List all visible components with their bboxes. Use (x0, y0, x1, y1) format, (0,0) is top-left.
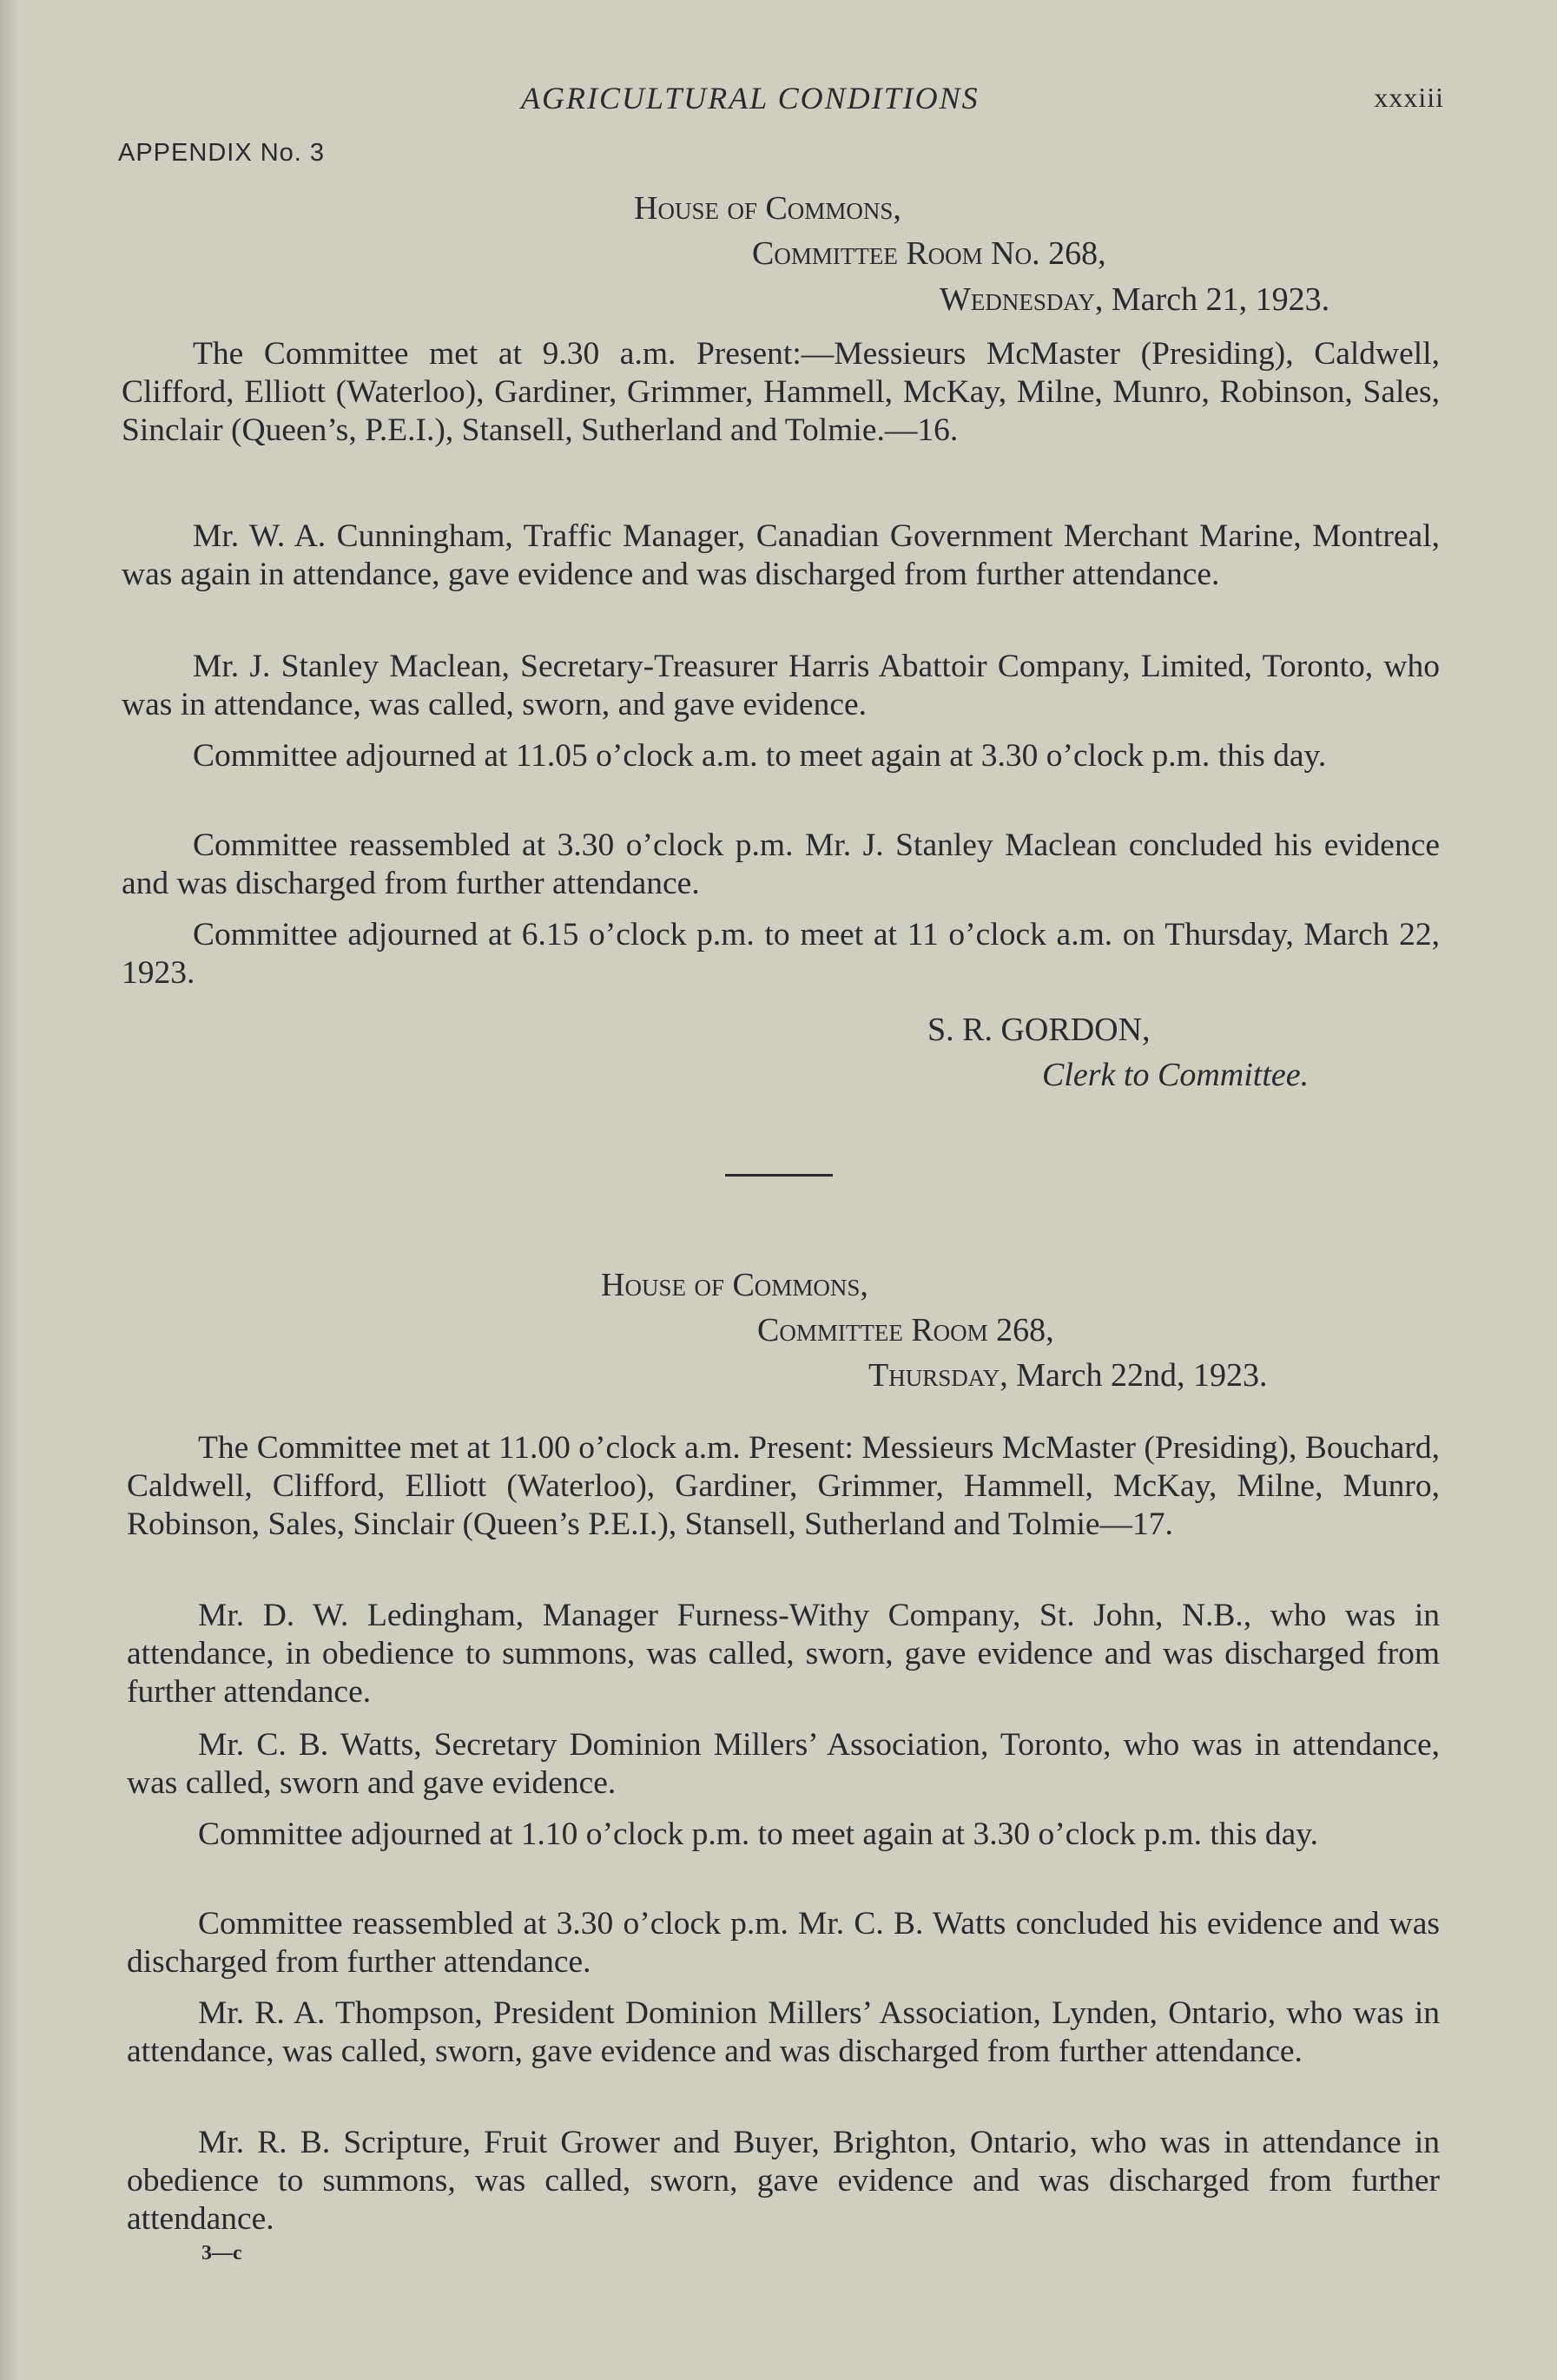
meeting2-paragraph: Committee adjourned at 1.10 o’clock p.m. to meet again at 3.30 o’clock p.m. this day. (198, 1816, 1318, 1852)
meeting2-paragraph: Mr. R. A. Thompson, President Dominion Millers’ Association, Lynden, Ontario, who was in attendance, was called, sworn, gave evidence and was discharged from further attendance. (127, 1995, 1440, 2069)
meeting2-date: March 22nd, 1923. (1016, 1357, 1268, 1394)
meeting2-paragraph: Mr. R. B. Scripture, Fruit Grower and Buyer, Brighton, Ontario, who was in attendance in obedience to summons, was called, sworn, gave evidence and was discharged from further attendance. (127, 2125, 1440, 2237)
meeting1-paragraph: Committee reassembled at 3.30 o’clock p.m. Mr. J. Stanley Maclean concluded his evidence and was discharged from further attendance. (122, 827, 1440, 901)
meeting2-house: House of Commons, (601, 1267, 868, 1303)
page-edge-shadow (0, 0, 19, 2380)
meeting2-date-line (868, 1356, 1267, 1394)
running-title: AGRICULTURAL CONDITIONS (521, 81, 980, 115)
meeting1-date-line (940, 280, 1329, 319)
meeting1-date: March 21, 1923. (1111, 281, 1330, 318)
meeting1-paragraph: The Committee met at 9.30 a.m. Present:—Messieurs McMaster (Presiding), Caldwell, Clifford, Elliott (Waterloo), Gardiner, Grimmer, Hammell, McKay, Milne, Munro, Robinson, Sales, Sinclair (Queen’s, P.E.I.), Stansell, Sutherland and Tolmie.—16. (122, 336, 1440, 448)
meeting1-paragraph: Mr. W. A. Cunningham, Traffic Manager, Canadian Government Merchant Marine, Montreal, was again in attendance, gave evidence and was discharged from further attendance. (122, 518, 1440, 592)
meeting2-room: Committee Room 268, (757, 1312, 1054, 1348)
meeting1-paragraph: Mr. J. Stanley Maclean, Secretary-Treasurer Harris Abattoir Company, Limited, Toronto, who was in attendance, was called, sworn, and gave evidence. (122, 649, 1440, 722)
signatory-name: S. R. GORDON, (927, 1012, 1151, 1048)
meeting1-paragraph: Committee adjourned at 11.05 o’clock a.m. to meet again at 3.30 o’clock p.m. this day. (193, 738, 1327, 774)
appendix-label: APPENDIX No. 3 (118, 139, 326, 167)
meeting2-paragraph: Committee reassembled at 3.30 o’clock p.m. Mr. C. B. Watts concluded his evidence and was discharged from further attendance. (127, 1906, 1440, 1980)
signatory-title: Clerk to Committee. (1042, 1057, 1310, 1093)
meeting2-paragraph: Mr. C. B. Watts, Secretary Dominion Millers’ Association, Toronto, who was in attendance, was called, sworn and gave evidence. (127, 1727, 1440, 1801)
section-divider (725, 1174, 833, 1177)
meeting2-day: Thursday, (868, 1357, 1008, 1394)
meeting2-paragraph: The Committee met at 11.00 o’clock a.m. Present: Messieurs McMaster (Presiding), Bouchard, Caldwell, Clifford, Elliott (Waterloo), Gardiner, Grimmer, Hammell, McKay, Milne, Munro, Robinson, Sales, Sinclair (Queen’s P.E.I.), Stansell, Sutherland and Tolmie—17. (127, 1430, 1440, 1542)
page-number: xxxiii (1374, 82, 1444, 113)
meeting1-room: Committee Room No. 268, (752, 235, 1106, 272)
meeting1-paragraph: Committee adjourned at 6.15 o’clock p.m. to meet at 11 o’clock a.m. on Thursday, March 22, 1923. (122, 917, 1440, 991)
meeting1-house: House of Commons, (634, 190, 901, 227)
meeting2-paragraph: Mr. D. W. Ledingham, Manager Furness-Withy Company, St. John, N.B., who was in attendance, in obedience to summons, was called, sworn, gave evidence and was discharged from further attendance. (127, 1598, 1440, 1710)
meeting1-day: Wednesday, (940, 281, 1104, 318)
signature-mark: 3—c (201, 2242, 242, 2265)
